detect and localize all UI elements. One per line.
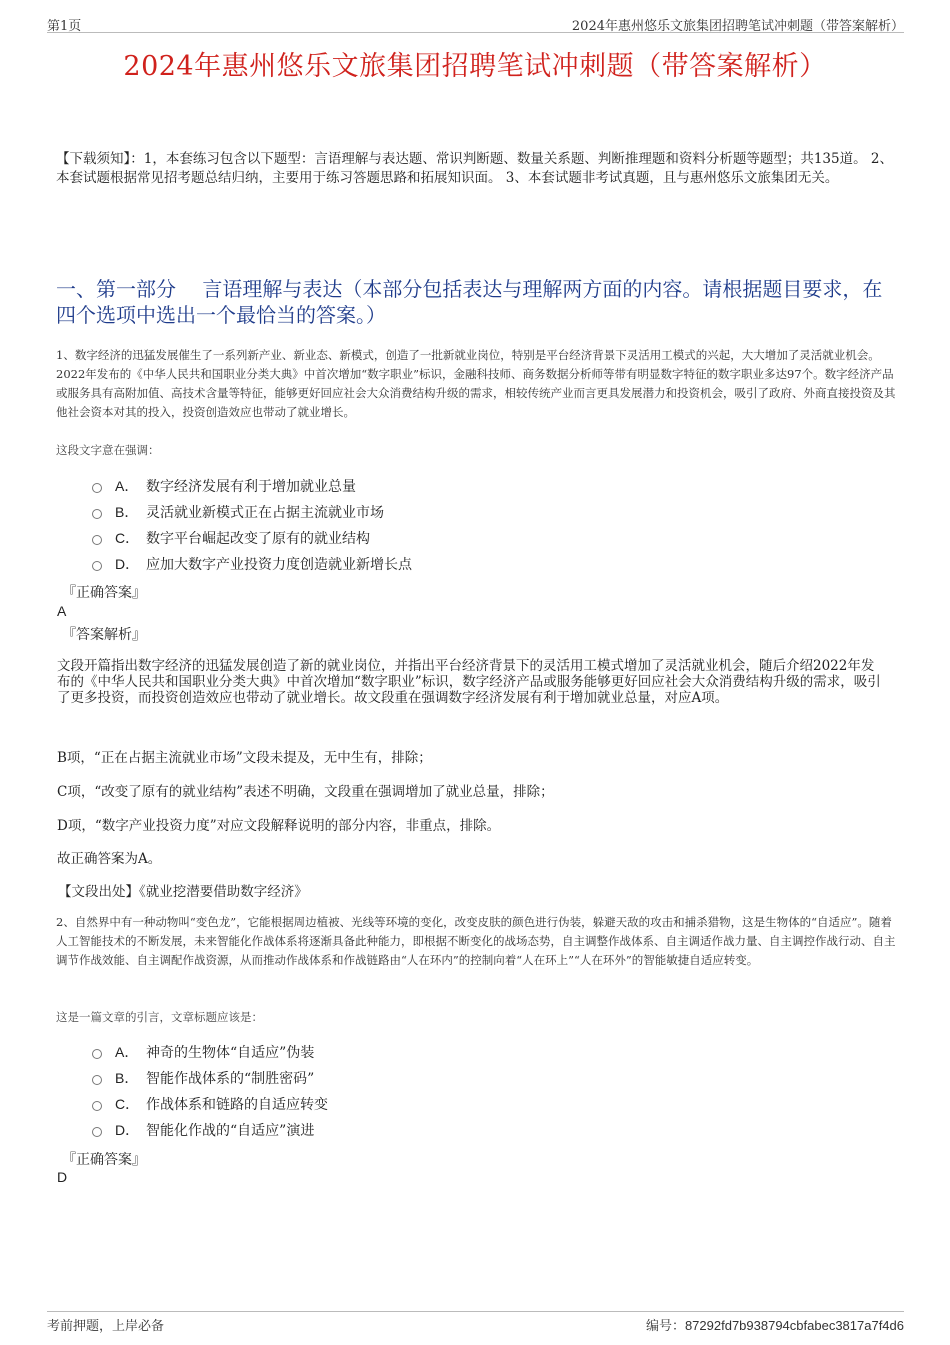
passage-source: 【文段出处】《就业挖潜要借助数字经济》 (58, 884, 308, 900)
option-c[interactable] (92, 1091, 692, 1117)
option-text: 数字平台崛起改变了原有的就业结构 (146, 531, 370, 547)
radio-icon[interactable] (92, 483, 102, 493)
correct-answer-label: 『正确答案』 (62, 1152, 146, 1168)
section-heading: 一、第一部分 言语理解与表达（本部分包括表达与理解两方面的内容。请根据题目要求，在四个选项中选出一个最恰当的答案。） (56, 277, 883, 327)
option-a[interactable] (92, 473, 692, 499)
question-2-text: 2、自然界中有一种动物叫“变色龙”，它能根据周边植被、光线等环境的变化，改变皮肤的颜色进行伪装，躲避天敌的攻击和捕杀猎物，这是生物体的“自适应”。随着人工智能技术的不断发展，未来智能化作战体系将逐渐具备此种能力，即根据不断变化的战场态势，自主调整作战体系、自主调适作战力量、自主调控作战行动、自主调节作战效能、自主调配作战资源，从而推动作战体系和作战链路由“人在环内”的控制向着“人在环上”“人在环外”的智能敏捷自适应转变。 (56, 915, 896, 967)
analysis-label: 『答案解析』 (62, 627, 146, 643)
option-d[interactable] (92, 1117, 692, 1143)
document-code (646, 1315, 904, 1334)
code-label: 编号： (645, 1319, 685, 1334)
option-text: 智能化作战的“自适应”演进 (146, 1123, 315, 1139)
option-key: D． (115, 556, 140, 572)
correct-answer: D (57, 1169, 68, 1185)
option-d[interactable] (92, 551, 692, 577)
option-key: D． (115, 1122, 140, 1138)
page-number: 第1页 (47, 19, 82, 34)
analysis-option-b: B项，“正在占据主流就业市场”文段未提及，无中生有，排除； (57, 750, 432, 766)
document-title: 2024年惠州悠乐文旅集团招聘笔试冲刺题（带答案解析） (123, 51, 827, 82)
option-key: C． (115, 530, 140, 546)
option-b[interactable] (92, 499, 692, 525)
option-c[interactable] (92, 525, 692, 551)
question-2-stem: 这是一篇文章的引言，文章标题应该是： (56, 1010, 263, 1024)
code-value: 87292fd7b938794cbfabec3817a7f4d6 (684, 1318, 904, 1333)
analysis-option-d: D项，“数字产业投资力度”对应文段解释说明的部分内容，非重点，排除。 (57, 818, 501, 834)
radio-icon[interactable] (92, 1101, 102, 1111)
correct-answer: A (57, 603, 67, 619)
option-key: A． (115, 478, 139, 494)
option-text: 灵活就业新模式正在占据主流就业市场 (146, 505, 384, 521)
option-b[interactable] (92, 1065, 692, 1091)
correct-answer-label: 『正确答案』 (62, 585, 146, 601)
question-1-text: 1、数字经济的迅猛发展催生了一系列新产业、新业态、新模式，创造了一批新就业岗位，特别是平台经济背景下灵活用工模式的兴起，大大增加了灵活就业机会。2022年发布的《中华人民共和国职业分类大典》中首次增加“数字职业”标识，金融科技师、商务数据分析师等带有明显数字特征的数字职业多达97个。数字经济产品或服务具有高附加值、高技术含量等特征，能够更好回应社会大众消费结构升级的需求，相较传统产业而言更具发展潜力和投资机会，吸引了政府、外商直接投资及其他社会资本对其的投入，投资创造效应也带动了就业增长。 (56, 348, 896, 419)
option-text: 作战体系和链路的自适应转变 (146, 1097, 328, 1113)
question-1-stem: 这段文字意在强调： (56, 443, 160, 457)
option-key: C． (115, 1096, 140, 1112)
download-notice: 【下载须知】：1，本套练习包含以下题型：言语理解与表达题、常识判断题、数量关系题、判断推理题和资料分析题等题型；共135道。 2、本套试题根据常见招考题总结归纳，主要用于练习答题思路和拓展知识面。 3、本套试题非考试真题，且与惠州悠乐文旅集团无关。 (56, 151, 893, 186)
question-2-options (92, 1039, 692, 1143)
page-header (47, 14, 904, 33)
radio-icon[interactable] (92, 535, 102, 545)
option-key: B． (115, 504, 139, 520)
option-text: 应加大数字产业投资力度创造就业新增长点 (146, 557, 412, 573)
analysis-option-c: C项，“改变了原有的就业结构”表述不明确，文段重在强调增加了就业总量，排除； (57, 784, 554, 800)
option-a[interactable] (92, 1039, 692, 1065)
option-text: 神奇的生物体“自适应”伪装 (146, 1045, 315, 1061)
page-footer (47, 1311, 904, 1333)
answer-analysis: 文段开篇指出数字经济的迅猛发展创造了新的就业岗位，并指出平台经济背景下的灵活用工模式增加了灵活就业机会，随后介绍2022年发布的《中华人民共和国职业分类大典》中首次增加“数字职业”标识，数字经济产品或服务能够更好回应社会大众消费结构升级的需求，吸引了更多投资，而投资创造效应也带动了就业增长。故文段重在强调数字经济发展有利于增加就业总量，对应A项。 (57, 658, 881, 706)
radio-icon[interactable] (92, 1127, 102, 1137)
option-key: A． (115, 1044, 139, 1060)
option-text: 智能作战体系的“制胜密码” (146, 1071, 315, 1087)
option-text: 数字经济发展有利于增加就业总量 (146, 479, 356, 495)
radio-icon[interactable] (92, 1075, 102, 1085)
radio-icon[interactable] (92, 561, 102, 571)
radio-icon[interactable] (92, 509, 102, 519)
option-key: B． (115, 1070, 139, 1086)
question-1-options (92, 473, 692, 577)
analysis-conclusion: 故正确答案为A。 (57, 851, 162, 867)
header-doc-title: 2024年惠州悠乐文旅集团招聘笔试冲刺题（带答案解析） (571, 19, 904, 34)
radio-icon[interactable] (92, 1049, 102, 1059)
footer-slogan: 考前押题，上岸必备 (47, 1319, 165, 1334)
